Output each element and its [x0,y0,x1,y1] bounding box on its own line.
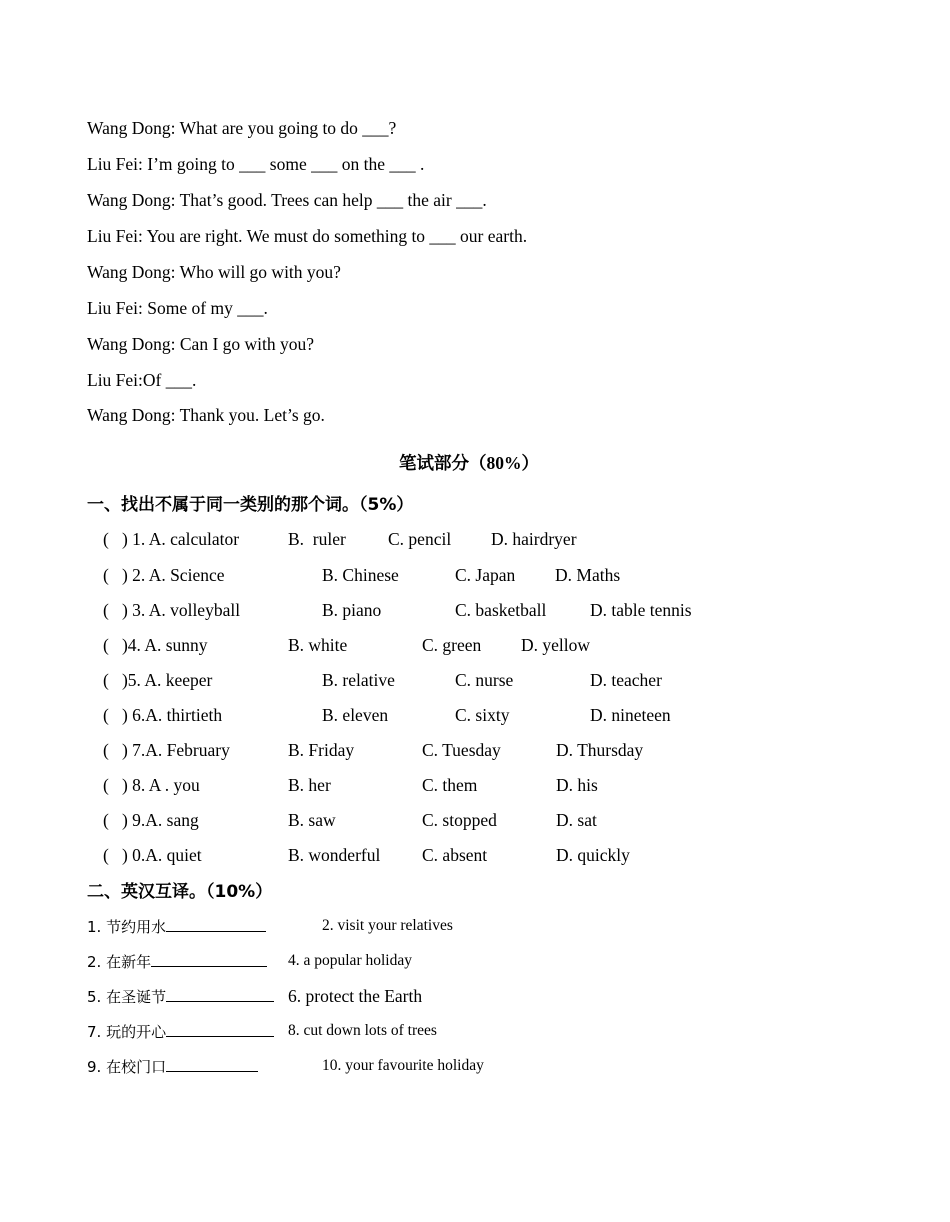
answer-blank[interactable] [166,1055,258,1072]
dialogue-line: Liu Fei:Of ___. [87,370,197,390]
option-c: C. nurse [455,670,514,690]
question-number: ( ) 7.A. February [103,740,230,760]
question-number: ( ) 6.A. thirtieth [103,705,223,725]
translation-item: 5. 在圣诞节 [87,985,274,1009]
option-d: D. quickly [556,845,630,865]
option-d: D. teacher [590,670,662,690]
option-d: D. his [556,775,598,795]
option-b: B. white [288,635,348,655]
section-2-title: 二、英汉互译。（10%） [87,882,273,902]
answer-blank[interactable] [166,985,274,1002]
question-number: ( ) 1. A. calculator [103,529,240,549]
question-number: ( ) 2. A. Science [103,565,225,585]
option-c: C. stopped [422,810,497,830]
option-c: C. pencil [388,529,452,549]
option-b: B. her [288,775,331,795]
dialogue-line: Wang Dong: Can I go with you? [87,334,315,354]
option-b: B. Chinese [322,565,399,585]
answer-blank[interactable] [166,1020,274,1037]
dialogue-line: Liu Fei: I’m going to ___ some ___ on the ___ . [87,154,425,174]
question-number: ( ) 9.A. sang [103,810,199,830]
question-number: ( )5. A. keeper [103,670,213,690]
translation-item: 2. 在新年 [87,950,267,974]
translation-item: 8. cut down lots of trees [288,1022,437,1039]
option-d: D. table tennis [590,600,692,620]
option-c: C. absent [422,845,488,865]
option-b: B. relative [322,670,395,690]
option-d: D. sat [556,810,597,830]
translation-item: 7. 玩的开心 [87,1020,274,1044]
dialogue-line: Liu Fei: Some of my ___. [87,298,268,318]
option-d: D. nineteen [590,705,671,725]
option-b: B. piano [322,600,382,620]
dialogue-line: Wang Dong: That’s good. Trees can help ___ the air ___. [87,190,487,210]
option-c: C. Japan [455,565,516,585]
option-c: C. basketball [455,600,547,620]
option-b: B. wonderful [288,845,381,865]
option-d: D. yellow [521,635,591,655]
option-b: B. Friday [288,740,355,760]
written-part-title: 笔试部分（80%） [399,453,539,473]
translation-item: 4. a popular holiday [288,952,412,969]
question-number: ( ) 3. A. volleyball [103,600,241,620]
option-b: B. ruler [288,529,346,549]
dialogue-line: Wang Dong: Who will go with you? [87,262,341,282]
question-number: ( )4. A. sunny [103,635,208,655]
section-1-title: 一、找出不属于同一类别的那个词。（5%） [87,495,414,515]
option-b: B. saw [288,810,336,830]
option-c: C. sixty [455,705,510,725]
dialogue-line: Wang Dong: Thank you. Let’s go. [87,405,325,425]
option-c: C. them [422,775,478,795]
answer-blank[interactable] [151,950,267,967]
option-d: D. Maths [555,565,621,585]
option-b: B. eleven [322,705,389,725]
question-number: ( ) 8. A . you [103,775,200,795]
dialogue-line: Wang Dong: What are you going to do ___? [87,118,397,138]
option-d: D. Thursday [556,740,644,760]
dialogue-line: Liu Fei: You are right. We must do something to ___ our earth. [87,226,528,246]
translation-item: 10. your favourite holiday [322,1057,484,1074]
translation-item: 1. 节约用水 [87,915,266,939]
option-c: C. green [422,635,482,655]
option-d: D. hairdryer [491,529,577,549]
answer-blank[interactable] [166,915,266,932]
option-c: C. Tuesday [422,740,501,760]
question-number: ( ) 0.A. quiet [103,845,202,865]
translation-item: 9. 在校门口 [87,1055,258,1079]
translation-item: 6. protect the Earth [288,986,423,1006]
translation-item: 2. visit your relatives [322,917,453,934]
